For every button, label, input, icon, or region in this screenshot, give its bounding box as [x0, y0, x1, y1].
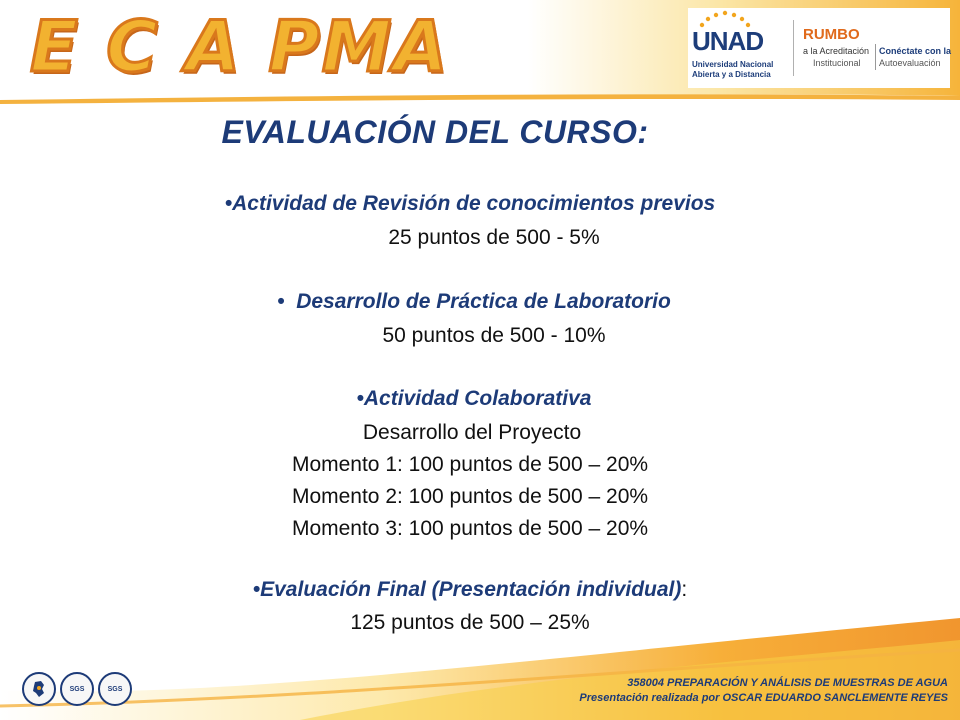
- list-item-line: 125 puntos de 500 – 25%: [350, 611, 590, 634]
- rumbo-logo: [803, 26, 950, 86]
- list-item-heading: [0, 192, 950, 216]
- rumbo-logo-line-4: Autoevaluación: [879, 58, 941, 68]
- unad-logo: [688, 10, 798, 86]
- item-heading: Evaluación Final (Presentación individual): [260, 578, 682, 601]
- item-heading: Actividad de Revisión de conocimientos previos: [232, 192, 716, 215]
- list-item-heading: [0, 387, 954, 411]
- rumbo-logo-line-3: Conéctate con la: [879, 46, 952, 56]
- bullet: •: [252, 578, 261, 601]
- list-item-line: Momento 3: 100 puntos de 500 – 20%: [291, 517, 649, 540]
- list-item-line: 50 puntos de 500 - 10%: [382, 324, 606, 347]
- unad-logo-text: UNAD: [692, 26, 764, 56]
- item-heading: Desarrollo de Práctica de Laboratorio: [296, 290, 671, 313]
- bullet: •: [356, 387, 364, 410]
- logo-divider: [793, 20, 794, 76]
- rumbo-logo-line-1: a la Acreditación: [803, 46, 870, 56]
- badge-label: SGS: [69, 685, 85, 693]
- badge-label: SGS: [107, 685, 123, 693]
- header-title: E C A PMA: [30, 6, 450, 88]
- item-heading-suffix: :: [681, 578, 688, 601]
- list-item-heading: [0, 290, 954, 314]
- section-title: EVALUACIÓN DEL CURSO:: [221, 114, 649, 150]
- certification-badge-icon: [98, 672, 132, 706]
- unad-logo-subtitle-1: Universidad Nacional: [692, 60, 774, 69]
- unad-logo-subtitle-2: Abierta y a Distancia: [692, 70, 771, 79]
- bullet: •: [224, 192, 233, 215]
- rumbo-logo-line-2: Institucional: [813, 58, 861, 68]
- list-item-line: Momento 1: 100 puntos de 500 – 20%: [291, 453, 649, 476]
- logo-area: [688, 8, 950, 88]
- list-item-line: 25 puntos de 500 - 5%: [388, 226, 600, 249]
- footer-author: Presentación realizada por OSCAR EDUARDO SANCLEMENTE REYES: [579, 692, 948, 704]
- bullet: •: [277, 290, 285, 313]
- colombia-map-icon: [22, 672, 56, 706]
- rumbo-divider: [875, 44, 876, 70]
- footer-course: 358004 PREPARACIÓN Y ANÁLISIS DE MUESTRAS DE AGUA: [627, 677, 948, 689]
- list-item-line: Momento 2: 100 puntos de 500 – 20%: [291, 485, 649, 508]
- certification-badge-icon: [60, 672, 94, 706]
- list-item-line: Desarrollo del Proyecto: [362, 421, 582, 444]
- list-item-heading: [0, 578, 950, 602]
- item-heading: Actividad Colaborativa: [363, 387, 592, 410]
- rumbo-logo-text: RUMBO: [803, 26, 860, 43]
